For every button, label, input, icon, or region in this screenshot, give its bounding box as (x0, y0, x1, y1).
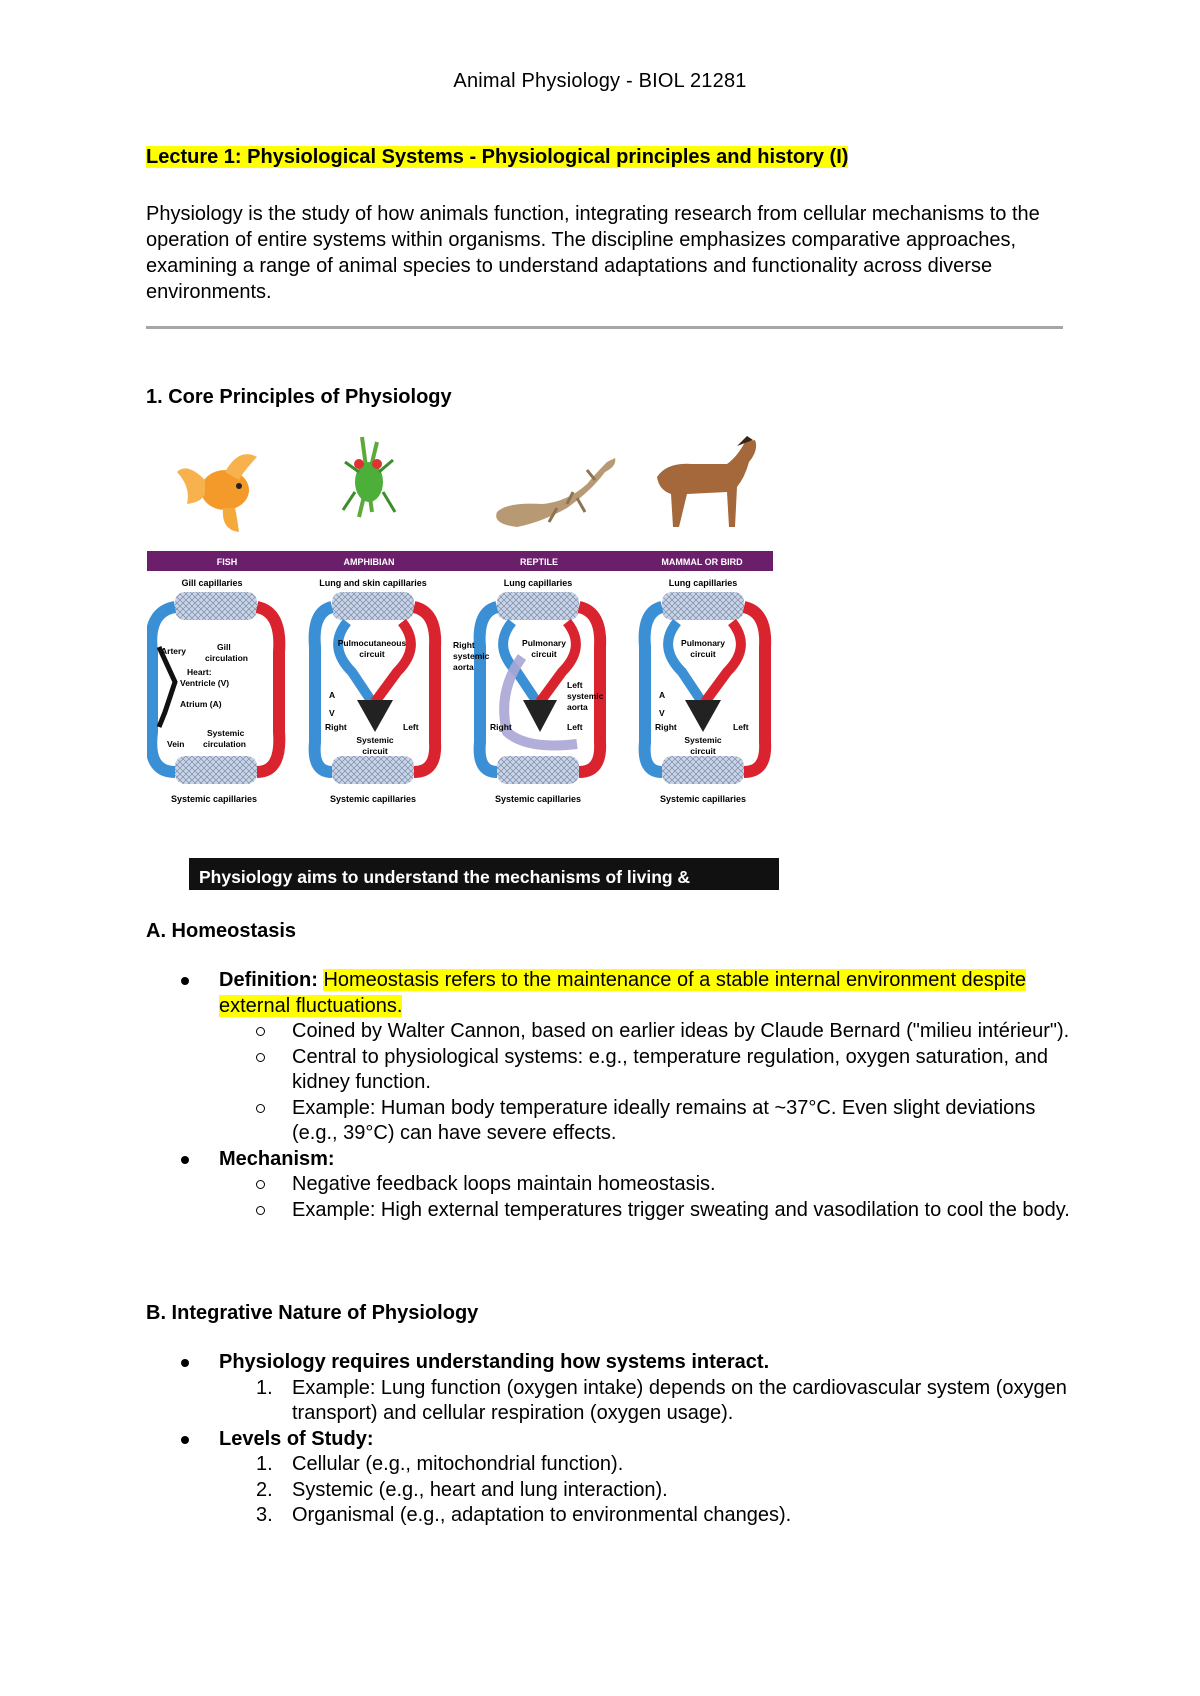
list-subitem (146, 1452, 1076, 1478)
figure-banner-text: Physiology aims to understand the mechanisms of living & (199, 867, 691, 887)
rept-label-left-systemic: Left (567, 680, 583, 690)
group-label-fish: FISH (216, 557, 238, 567)
section-heading-core-principles: 1. Core Principles of Physiology (146, 386, 452, 408)
top-label-fish: Gill capillaries (181, 578, 243, 588)
bullet-icon (181, 1436, 189, 1444)
rept-label-right: Right (490, 722, 512, 732)
mamm-label-right: Right (655, 722, 677, 732)
subitem-text: Central to physiological systems: e.g., temperature regulation, oxygen saturation, and kidney function. (292, 1045, 1048, 1093)
group-label-mammal: MAMMAL OR BIRD (661, 557, 743, 567)
mamm-label-circuit2: circuit (690, 649, 716, 659)
rept-label-right-systemic: Right (453, 640, 475, 650)
subitem-text: Example: Human body temperature ideally remains at ~37°C. Even slight deviations (e.g., 39°C) can have severe effects. (292, 1096, 1036, 1144)
list-item-systems-interact (146, 1350, 1076, 1376)
top-label-amphibian: Lung and skin capillaries (319, 578, 427, 588)
bullet-icon (181, 1359, 189, 1367)
fish-label-atrium: Atrium (A) (180, 699, 222, 709)
fish-label-systemic-circulation: circulation (203, 739, 246, 749)
amph-label-circuit2: circuit (359, 649, 385, 659)
list-subitem (146, 1096, 1076, 1147)
homeostasis-list (146, 968, 1076, 1223)
rept-label-left: Left (567, 722, 583, 732)
group-label-reptile: REPTILE (519, 557, 559, 567)
fish-label-gill-circulation: circulation (205, 653, 248, 663)
bullet-icon (181, 977, 189, 985)
bottom-label-fish: Systemic capillaries (170, 794, 258, 804)
fish-label-gill: Gill (217, 642, 231, 652)
rept-label-circuit2: circuit (531, 649, 557, 659)
definition-label: Definition: (219, 969, 318, 991)
fish-label-heart: Heart: (187, 667, 212, 677)
fish-circulation-diagram (151, 592, 279, 784)
definition-text: Homeostasis refers to the maintenance of a stable internal environment despite external fluctuations. (219, 969, 1027, 1017)
bottom-label-reptile: Systemic capillaries (494, 794, 582, 804)
list-subitem (146, 1045, 1076, 1096)
list-item-definition (146, 968, 1076, 1019)
rept-label-circuit: Pulmonary (522, 638, 566, 648)
section-heading-integrative: B. Integrative Nature of Physiology (146, 1302, 479, 1324)
section-heading-homeostasis: A. Homeostasis (146, 920, 297, 942)
amph-label-circuit: Pulmocutaneous (337, 638, 407, 648)
top-label-mammal: Lung capillaries (668, 578, 738, 588)
list-number: 1. (256, 1376, 273, 1399)
item-text: Physiology requires understanding how systems interact. (219, 1351, 770, 1373)
hollow-bullet-icon (256, 1180, 265, 1189)
subitem-text: Organismal (e.g., adaptation to environmental changes). (292, 1504, 792, 1526)
subitem-text: Example: Lung function (oxygen intake) depends on the cardiovascular system (oxygen transport) and cellular respiration (oxygen usage). (292, 1376, 1067, 1424)
integrative-list (146, 1350, 1076, 1529)
rept-label-right-systemic2: systemic (453, 651, 490, 661)
hollow-bullet-icon (256, 1206, 265, 1215)
amph-label-right: Right (325, 722, 347, 732)
list-subitem (146, 1172, 1076, 1198)
rept-label-left-systemic3: aorta (567, 702, 588, 712)
bottom-label-amphibian: Systemic capillaries (329, 794, 417, 804)
hollow-bullet-icon (256, 1104, 265, 1113)
mamm-label-sys: Systemic (684, 735, 722, 745)
mamm-label-left: Left (733, 722, 749, 732)
rept-label-right-systemic3: aorta (453, 662, 474, 672)
list-number: 1. (256, 1453, 273, 1475)
amph-label-v: V (329, 708, 335, 718)
list-item-mechanism (146, 1147, 1076, 1173)
subitem-text: Example: High external temperatures trigger sweating and vasodilation to cool the body. (292, 1198, 1070, 1221)
list-number: 3. (256, 1504, 273, 1526)
mamm-label-circuit: Pulmonary (681, 638, 725, 648)
group-label-amphibian: AMPHIBIAN (343, 557, 395, 567)
mamm-label-v: V (659, 708, 665, 718)
frog-illustration (343, 437, 395, 517)
fish-label-ventricle: Ventricle (V) (180, 678, 230, 688)
amph-label-a: A (329, 690, 336, 700)
mamm-label-sys2: circuit (690, 746, 716, 756)
subitem-text: Negative feedback loops maintain homeostasis. (292, 1173, 716, 1195)
subitem-text: Systemic (e.g., heart and lung interaction). (292, 1478, 668, 1501)
list-subitem (146, 1019, 1076, 1045)
lecture-title-text: Lecture 1: Physiological Systems - Physiological principles and history (I) (146, 146, 849, 168)
bullet-icon (181, 1156, 189, 1164)
amph-label-sys: Systemic (356, 735, 394, 745)
fish-label-vein: Vein (167, 739, 185, 749)
horse-illustration (657, 436, 756, 527)
list-item-levels (146, 1427, 1076, 1453)
amph-label-sys2: circuit (362, 746, 388, 756)
intro-paragraph: Physiology is the study of how animals function, integrating research from cellular mechanisms to the operation of entire systems within organisms. The discipline emphasizes comparative approaches, examining a range of animal species to understand adaptations and functionality across diverse environments. (146, 203, 1040, 303)
lizard-illustration (496, 458, 615, 527)
list-subitem (146, 1376, 1076, 1427)
horizontal-rule (146, 326, 1063, 329)
amph-label-left: Left (403, 722, 419, 732)
item-text: Levels of Study: (219, 1427, 374, 1450)
list-subitem (146, 1478, 1076, 1504)
lecture-title (146, 146, 848, 169)
mechanism-label: Mechanism: (219, 1147, 335, 1170)
subitem-text: Coined by Walter Cannon, based on earlier ideas by Claude Bernard ("milieu intérieur"). (292, 1020, 1070, 1042)
goldfish-illustration (177, 454, 257, 532)
fish-label-artery: Artery (161, 646, 187, 656)
hollow-bullet-icon (256, 1027, 265, 1036)
list-number: 2. (256, 1478, 273, 1501)
fish-label-systemic: Systemic (207, 728, 245, 738)
document-header: Animal Physiology - BIOL 21281 (453, 70, 747, 92)
circulation-figure (147, 432, 832, 890)
mamm-label-a: A (659, 690, 666, 700)
list-subitem (146, 1198, 1076, 1224)
top-label-reptile: Lung capillaries (503, 578, 573, 588)
bottom-label-mammal: Systemic capillaries (659, 794, 747, 804)
rept-label-left-systemic2: systemic (567, 691, 604, 701)
list-subitem (146, 1503, 1076, 1529)
subitem-text: Cellular (e.g., mitochondrial function). (292, 1453, 624, 1475)
hollow-bullet-icon (256, 1053, 265, 1062)
